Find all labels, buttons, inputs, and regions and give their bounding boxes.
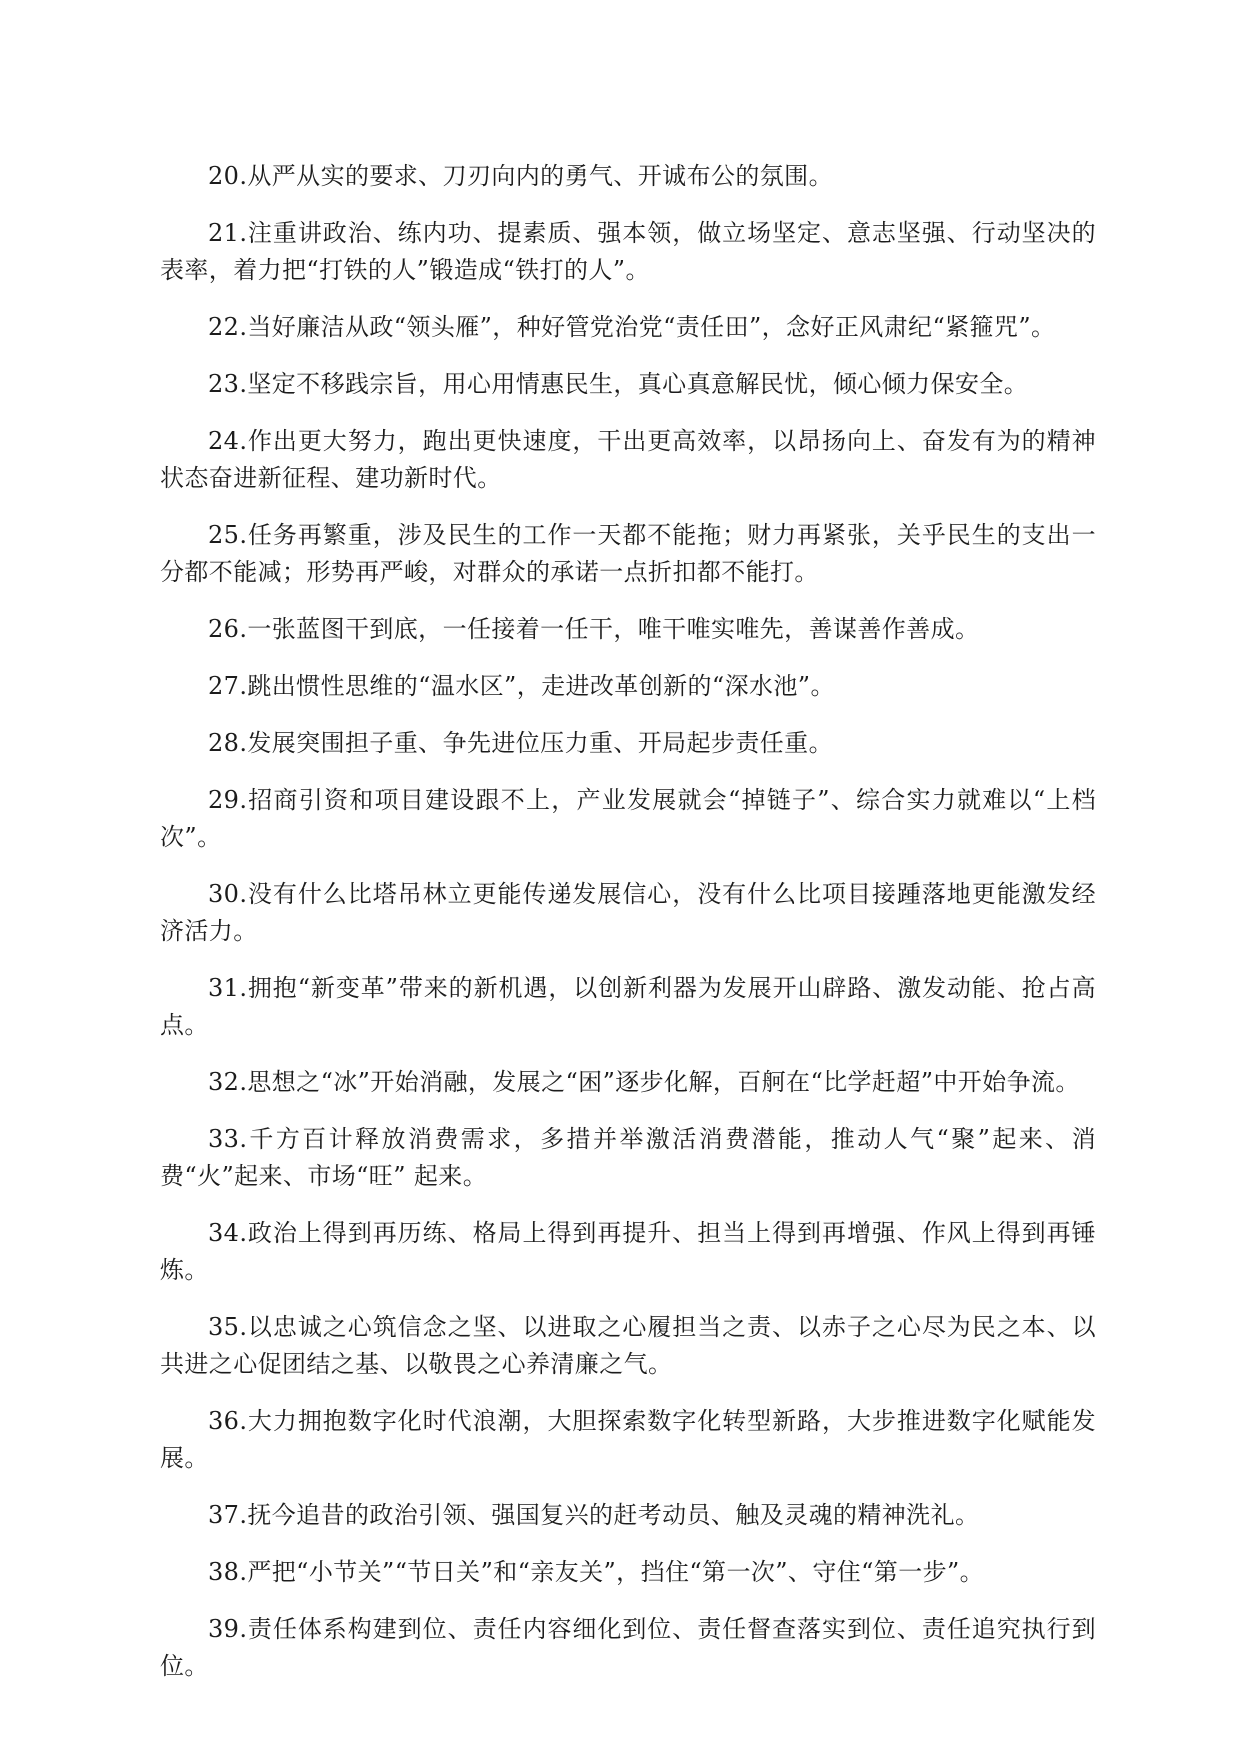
paragraph-36: 36.大力拥抱数字化时代浪潮，大胆探索数字化转型新路，大步推进数字化赋能发展。 xyxy=(160,1407,1096,1472)
paragraph-26: 26.一张蓝图干到底，一任接着一任干，唯干唯实唯先，善谋善作善成。 xyxy=(208,615,980,643)
paragraph-29: 29.招商引资和项目建设跟不上，产业发展就会“掉链子”、综合实力就难以“上档次”。 xyxy=(160,786,1096,851)
paragraph-25: 25.任务再繁重，涉及民生的工作一天都不能拖；财力再紧张，关乎民生的支出一分都不能减；形势再严峻，对群众的承诺一点折扣都不能打。 xyxy=(160,521,1096,586)
paragraph-24: 24.作出更大努力，跑出更快速度，干出更高效率，以昂扬向上、奋发有为的精神状态奋进新征程、建功新时代。 xyxy=(160,427,1096,492)
paragraph-33: 33.千方百计释放消费需求，多措并举激活消费潜能，推动人气“聚”起来、消费“火”起来、市场“旺” 起来。 xyxy=(160,1125,1096,1190)
paragraph-27: 27.跳出惯性思维的“温水区”，走进改革创新的“深水池”。 xyxy=(208,672,835,700)
paragraph-20: 20.从严从实的要求、刀刃向内的勇气、开诚布公的氛围。 xyxy=(208,162,833,190)
document-page xyxy=(160,158,1096,1705)
paragraph-38: 38.严把“小节关”“节日关”和“亲友关”，挡住“第一次”、守住“第一步”。 xyxy=(208,1558,985,1586)
paragraph-28: 28.发展突围担子重、争先进位压力重、开局起步责任重。 xyxy=(208,729,833,757)
paragraph-21: 21.注重讲政治、练内功、提素质、强本领，做立场坚定、意志坚强、行动坚决的表率，着力把“打铁的人”锻造成“铁打的人”。 xyxy=(160,219,1096,284)
paragraph-23: 23.坚定不移践宗旨，用心用情惠民生，真心真意解民忧，倾心倾力保安全。 xyxy=(208,370,1029,398)
paragraph-39: 39.责任体系构建到位、责任内容细化到位、责任督查落实到位、责任追究执行到位。 xyxy=(160,1615,1096,1680)
paragraph-34: 34.政治上得到再历练、格局上得到再提升、担当上得到再增强、作风上得到再锤炼。 xyxy=(160,1219,1096,1284)
paragraph-22: 22.当好廉洁从政“领头雁”，种好管党治党“责任田”，念好正风肃纪“紧箍咒”。 xyxy=(208,313,1056,341)
paragraph-31: 31.拥抱“新变革”带来的新机遇，以创新利器为发展开山辟路、激发动能、抢占高点。 xyxy=(160,974,1096,1039)
paragraph-35: 35.以忠诚之心筑信念之坚、以进取之心履担当之责、以赤子之心尽为民之本、以共进之心促团结之基、以敬畏之心养清廉之气。 xyxy=(160,1313,1096,1378)
paragraph-37: 37.抚今追昔的政治引领、强国复兴的赶考动员、触及灵魂的精神洗礼。 xyxy=(208,1501,980,1529)
paragraph-30: 30.没有什么比塔吊林立更能传递发展信心，没有什么比项目接踵落地更能激发经济活力。 xyxy=(160,880,1096,945)
paragraph-32: 32.思想之“冰”开始消融，发展之“困”逐步化解，百舸在“比学赶超”中开始争流。 xyxy=(208,1068,1080,1096)
